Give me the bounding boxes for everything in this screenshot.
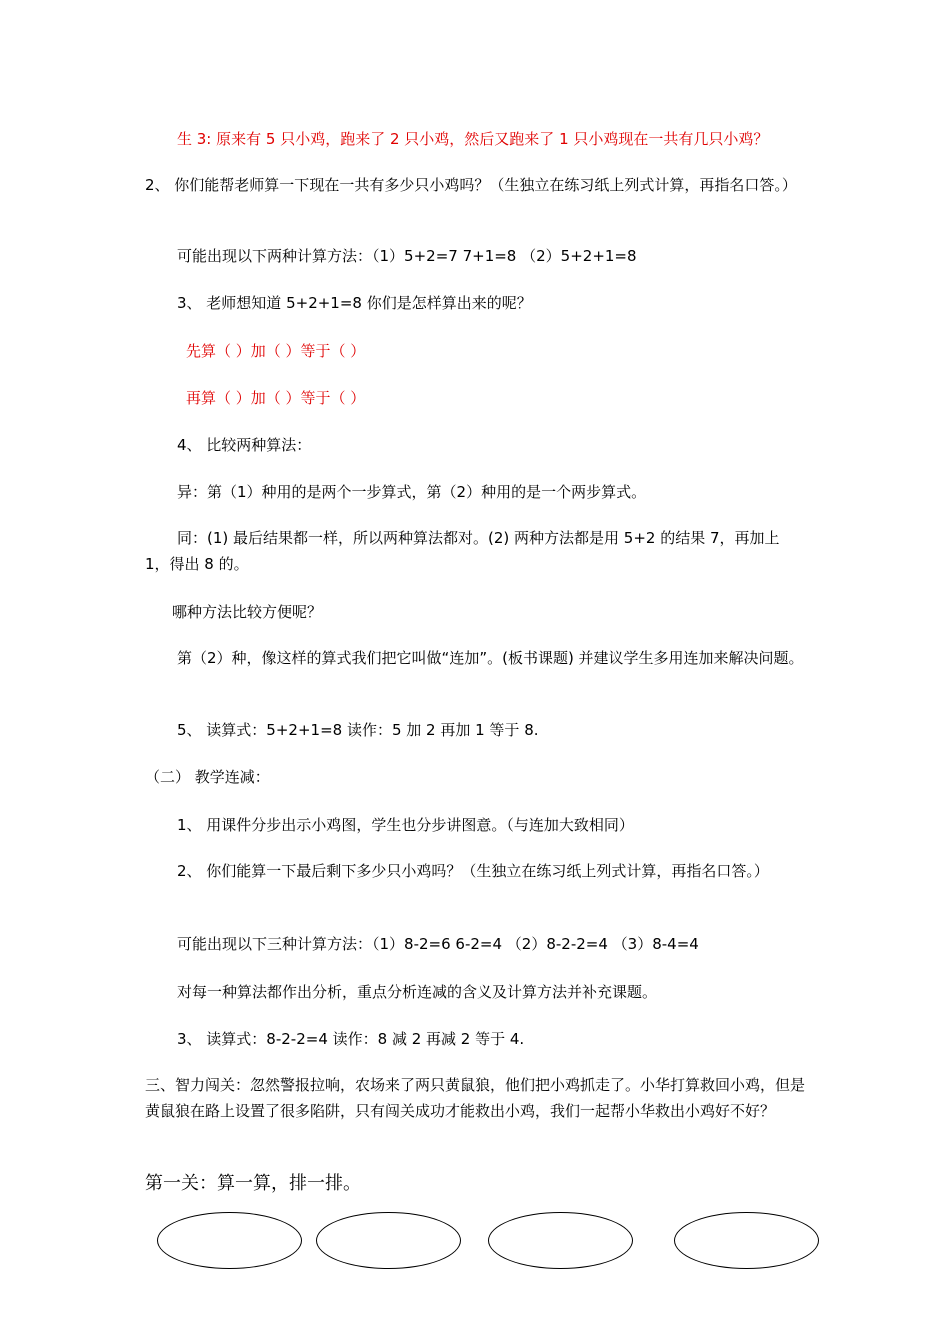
subtraction-methods-line: 可能出现以下三种计算方法：（1）8-2=6 6-2=4 （2）8-2-2=4 （3）8-4=4	[177, 935, 699, 953]
student-answer-line: 生 3: 原来有 5 只小鸡，跑来了 2 只小鸡，然后又跑来了 1 只小鸡现在一共有几只小鸡？	[177, 130, 769, 148]
similarity-line: 同：(1) 最后结果都一样，所以两种算法都对。(2) 两种方法都是用 5+2 的结果 7，再加上 1，得出 8 的。	[145, 529, 780, 573]
answer-oval-4	[674, 1212, 819, 1269]
section-subtraction-heading: （二） 教学连减：	[145, 768, 270, 786]
analysis-line: 对每一种算法都作出分析，重点分析连减的含义及计算方法并补充课题。	[177, 983, 658, 1001]
continuous-addition-line: 第（2）种，像这样的算式我们把它叫做“连加”。(板书课题) 并建议学生多用连加来解决问题。	[177, 649, 804, 667]
question-2: 2、 你们能帮老师算一下现在一共有多少只小鸡吗？（生独立在练习纸上列式计算，再指名口答。）	[145, 176, 797, 194]
difference-line: 异：第（1）种用的是两个一步算式，第（2）种用的是一个两步算式。	[177, 483, 647, 501]
read-addition-line: 5、 读算式：5+2+1=8 读作：5 加 2 再加 1 等于 8.	[177, 721, 539, 739]
read-subtraction-line: 3、 读算式：8-2-2=4 读作：8 减 2 再减 2 等于 4.	[177, 1030, 525, 1048]
question-3: 3、 老师想知道 5+2+1=8 你们是怎样算出来的呢？	[177, 294, 532, 312]
subtraction-step-1: 1、 用课件分步出示小鸡图，学生也分步讲图意。（与连加大致相同）	[177, 816, 634, 834]
first-calc-blank: 先算（ ）加（ ）等于（ ）	[186, 342, 366, 360]
subtraction-step-2: 2、 你们能算一下最后剩下多少只小鸡吗？（生独立在练习纸上列式计算，再指名口答。）	[177, 862, 769, 880]
question-4: 4、 比较两种算法：	[177, 436, 312, 454]
which-easier-line: 哪种方法比较方便呢？	[172, 603, 323, 621]
second-calc-blank: 再算（ ）加（ ）等于（ ）	[186, 389, 366, 407]
answer-oval-2	[316, 1212, 461, 1269]
level-one-heading: 第一关：算一算，排一排。	[145, 1173, 361, 1194]
challenge-intro: 三、智力闯关：忽然警报拉响，农场来了两只黄鼠狼，他们把小鸡抓走了。小华打算救回小鸡，但是黄鼠狼在路上设置了很多陷阱，只有闯关成功才能救出小鸡，我们一起帮小华救出小鸡好不好？	[145, 1076, 806, 1120]
answer-oval-1	[157, 1212, 302, 1269]
methods-line: 可能出现以下两种计算方法：（1）5+2=7 7+1=8 （2）5+2+1=8	[177, 247, 637, 265]
answer-oval-3	[488, 1212, 633, 1269]
